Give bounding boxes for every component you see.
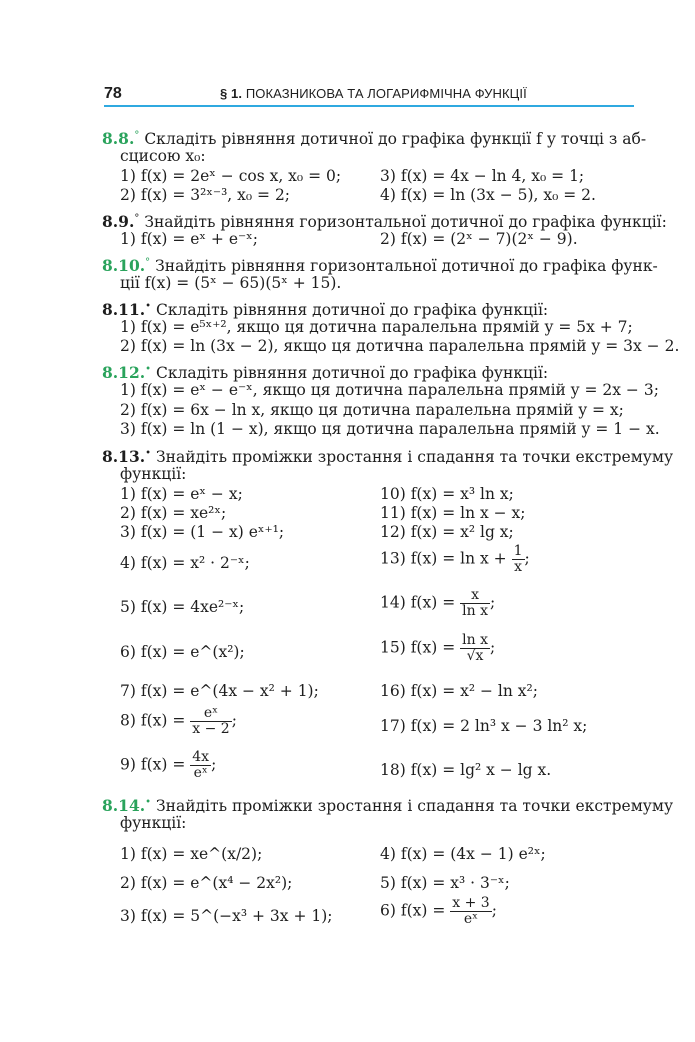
exercise-8-14-line1: 8.14.• Знайдіть проміжки зростання і спадання та точки екстремуму xyxy=(102,796,674,815)
exercise-8-12-line: 8.12.• Складіть рівняння дотичної до графіка функції: xyxy=(102,363,549,382)
exercise-8-13-item: 6) f(x) = e^(x²); xyxy=(120,643,245,661)
exercise-8-8-item: 3) f(x) = 4x − ln 4, x₀ = 1; xyxy=(380,167,585,185)
exercise-8-13-item: 9) f(x) = $\frac{4x}{\text{eˣ}}$ ; xyxy=(120,749,217,781)
exercise-8-11-line: 8.11.• Складіть рівняння дотичної до графіка функції: xyxy=(102,300,549,319)
chapter-title: ПОКАЗНИКОВА ТА ЛОГАРИФМІЧНА ФУНКЦІЇ xyxy=(245,86,527,101)
exercise-8-13-item: 13) f(x) = ln x + $\frac{1}{x}$ ; xyxy=(380,543,530,575)
fraction: $\frac{x}{\text{ln x}}$ xyxy=(462,587,488,619)
exercise-8-13-item: 8) f(x) = $\frac{\text{eˣ}}{x - 2}$ ; xyxy=(120,705,237,737)
exercise-8-12-item: 3) f(x) = ln (1 − x), якщо ця дотична паралельна прямій y = 1 − x. xyxy=(120,420,660,438)
exercise-8-13-line2: функції: xyxy=(120,465,187,483)
exercise-8-13-item: 18) f(x) = lg² x − lg x. xyxy=(380,761,552,779)
exercise-8-9-item: 2) f(x) = (2ˣ − 7)(2ˣ − 9). xyxy=(380,230,578,248)
exercise-8-14-item: 2) f(x) = e^(x⁴ − 2x²); xyxy=(120,874,293,892)
section-sign: § 1. xyxy=(220,86,243,101)
page-header xyxy=(104,85,634,107)
exercise-8-8-line2: сцисою x₀: xyxy=(120,147,206,165)
fraction: $\frac{\text{eˣ}}{x - 2}$ xyxy=(192,705,230,737)
exercise-8-14-item: 6) f(x) = $\frac{x + 3}{\text{eˣ}}$ ; xyxy=(380,895,497,927)
exercise-8-8-line1: 8.8.° Складіть рівняння дотичної до графіка функції f у точці з аб- xyxy=(102,129,647,148)
exercise-8-14-item: 1) f(x) = xe^(x/2); xyxy=(120,845,263,863)
exercise-8-11-item: 2) f(x) = ln (3x − 2), якщо ця дотична паралельна прямій y = 3x − 2. xyxy=(120,337,680,355)
exercise-8-13-item: 7) f(x) = e^(4x − x² + 1); xyxy=(120,682,319,700)
exercise-8-14-item: 5) f(x) = x³ · 3⁻ˣ; xyxy=(380,874,510,892)
exercise-8-12-item: 1) f(x) = eˣ − e⁻ˣ, якщо ця дотична паралельна прямій y = 2x − 3; xyxy=(120,381,659,399)
fraction: $\frac{\text{ln x}}{√x}$ xyxy=(462,632,488,664)
exercise-8-14-item: 3) f(x) = 5^(−x³ + 3x + 1); xyxy=(120,907,333,925)
exercise-8-8-item: 4) f(x) = ln (3x − 5), x₀ = 2. xyxy=(380,186,596,204)
exercise-8-11-item: 1) f(x) = e⁵ˣ⁺², якщо ця дотична паралельна прямій y = 5x + 7; xyxy=(120,318,633,336)
exercise-8-13-item: 3) f(x) = (1 − x) eˣ⁺¹; xyxy=(120,523,285,541)
exercise-8-13-item: 1) f(x) = eˣ − x; xyxy=(120,485,243,503)
exercise-8-13-line1: 8.13.• Знайдіть проміжки зростання і спадання та точки екстремуму xyxy=(102,447,674,466)
exercise-8-13-item: 4) f(x) = x² · 2⁻ˣ; xyxy=(120,554,250,572)
fraction: $\frac{1}{x}$ xyxy=(513,543,523,575)
exercise-8-12-item: 2) f(x) = 6x − ln x, якщо ця дотична паралельна прямій y = x; xyxy=(120,401,624,419)
exercise-8-9-item: 1) f(x) = eˣ + e⁻ˣ; xyxy=(120,230,258,248)
exercise-8-10-line1: 8.10.° Знайдіть рівняння горизонтальної дотичної до графіка функ- xyxy=(102,256,658,275)
exercise-8-8-item: 1) f(x) = 2eˣ − cos x, x₀ = 0; xyxy=(120,167,342,185)
exercise-8-10-line2: ції f(x) = (5ˣ − 65)(5ˣ + 15). xyxy=(120,274,342,292)
page-number: 78 xyxy=(104,85,122,102)
exercise-8-13-item: 2) f(x) = xe²ˣ; xyxy=(120,504,227,522)
exercise-8-13-item: 12) f(x) = x² lg x; xyxy=(380,523,514,541)
exercise-8-13-item: 15) f(x) = $\frac{\text{ln x}}{√x}$ ; xyxy=(380,632,496,664)
exercise-8-13-item: 5) f(x) = 4xe²⁻ˣ; xyxy=(120,598,245,616)
exercise-8-8-item: 2) f(x) = 3²ˣ⁻³, x₀ = 2; xyxy=(120,186,291,204)
fraction: $\frac{x + 3}{\text{eˣ}}$ xyxy=(452,895,490,927)
exercise-8-13-item: 17) f(x) = 2 ln³ x − 3 ln² x; xyxy=(380,717,588,735)
exercise-8-14-line2: функції: xyxy=(120,814,187,832)
fraction: $\frac{4x}{\text{eˣ}}$ xyxy=(192,749,210,781)
exercise-8-9-line: 8.9.° Знайдіть рівняння горизонтальної дотичної до графіка функції: xyxy=(102,212,667,231)
exercise-8-13-item: 14) f(x) = $\frac{x}{\text{ln x}}$ ; xyxy=(380,587,496,619)
exercise-8-14-item: 4) f(x) = (4x − 1) e²ˣ; xyxy=(380,845,546,863)
exercise-8-13-item: 16) f(x) = x² − ln x²; xyxy=(380,682,538,700)
header-title xyxy=(220,86,527,101)
exercise-8-13-item: 11) f(x) = ln x − x; xyxy=(380,504,526,522)
exercise-8-13-item: 10) f(x) = x³ ln x; xyxy=(380,485,514,503)
